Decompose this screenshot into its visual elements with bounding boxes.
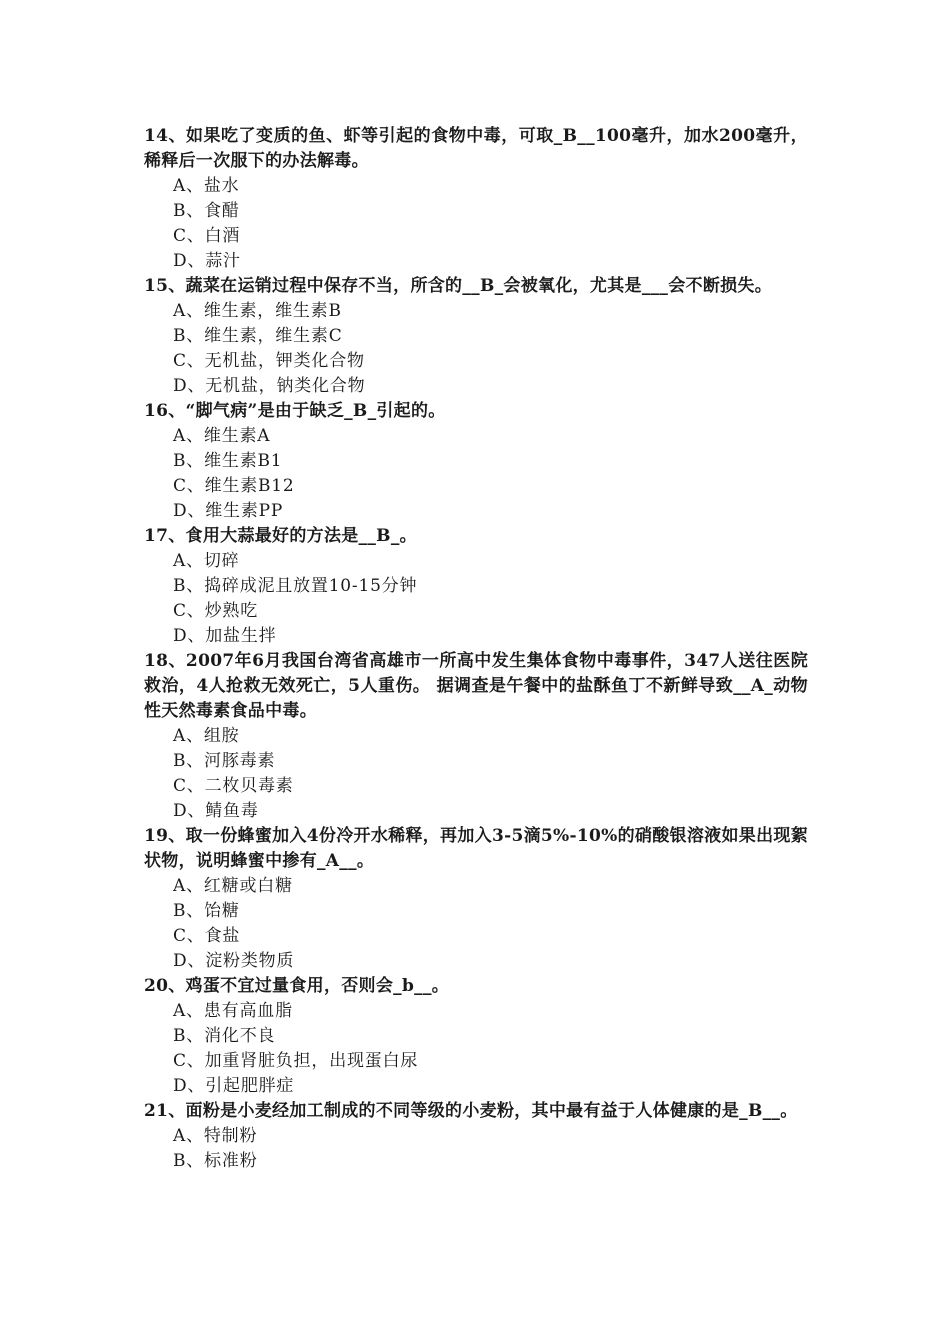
question-20 [144, 974, 808, 1099]
option-b: B、食醋 [173, 201, 240, 221]
question-14 [144, 124, 808, 274]
option-d: D、维生素PP [173, 501, 284, 521]
option-c: C、食盐 [173, 926, 241, 946]
option-c: C、炒熟吃 [173, 601, 259, 621]
option-b: B、捣碎成泥且放置10-15分钟 [173, 576, 418, 596]
option-b: B、消化不良 [173, 1026, 276, 1046]
question-text: 17、食用大蒜最好的方法是__B_。 [144, 526, 417, 546]
question-text: 16、“脚气病”是由于缺乏_B_引起的。 [144, 401, 446, 421]
option-a: A、组胺 [173, 726, 240, 746]
option-a: A、特制粉 [173, 1126, 258, 1146]
option-a: A、切碎 [173, 551, 240, 571]
option-d: D、鲭鱼毒 [173, 801, 259, 821]
option-b: B、饴糖 [173, 901, 240, 921]
question-text: 19、取一份蜂蜜加入4份冷开水稀释，再加入3-5滴5%-10%的硝酸银溶液如果出现絮状物，说明蜂蜜中掺有_A__。 [144, 826, 808, 871]
option-d: D、无机盐，钠类化合物 [173, 376, 366, 396]
question-text: 21、面粉是小麦经加工制成的不同等级的小麦粉，其中最有益于人体健康的是_B__。 [144, 1101, 798, 1121]
question-text: 18、2007年6月我国台湾省高雄市一所高中发生集体食物中毒事件，347人送往医院救治，4人抢救无效死亡，5人重伤。 据调查是午餐中的盐酥鱼丁不新鲜导致__A_动物性天然毒素食品中毒。 [144, 651, 808, 721]
question-21 [144, 1099, 808, 1174]
question-16 [144, 399, 808, 524]
question-text: 15、蔬菜在运销过程中保存不当，所含的__B_会被氧化，尤其是___会不断损失。 [144, 276, 773, 296]
option-a: A、患有高血脂 [173, 1001, 293, 1021]
option-b: B、维生素，维生素C [173, 326, 343, 346]
option-b: B、标准粉 [173, 1151, 258, 1171]
option-b: B、维生素B1 [173, 451, 283, 471]
option-b: B、河豚毒素 [173, 751, 276, 771]
option-a: A、维生素A [173, 426, 271, 446]
option-d: D、淀粉类物质 [173, 951, 295, 971]
option-c: C、维生素B12 [173, 476, 295, 496]
question-18 [144, 649, 808, 824]
option-c: C、白酒 [173, 226, 241, 246]
option-d: D、加盐生拌 [173, 626, 277, 646]
document-page [144, 124, 808, 1174]
option-c: C、无机盐，钾类化合物 [173, 351, 365, 371]
option-a: A、红糖或白糖 [173, 876, 293, 896]
option-a: A、盐水 [173, 176, 240, 196]
option-d: D、蒜汁 [173, 251, 241, 271]
question-15 [144, 274, 808, 399]
question-17 [144, 524, 808, 649]
option-d: D、引起肥胖症 [173, 1076, 295, 1096]
option-a: A、维生素，维生素B [173, 301, 342, 321]
question-text: 14、如果吃了变质的鱼、虾等引起的食物中毒，可取_B__100毫升，加水200毫升，稀释后一次服下的办法解毒。 [144, 126, 808, 171]
option-c: C、加重肾脏负担，出现蛋白尿 [173, 1051, 419, 1071]
question-text: 20、鸡蛋不宜过量食用，否则会_b__。 [144, 976, 450, 996]
option-c: C、二枚贝毒素 [173, 776, 294, 796]
question-19 [144, 824, 808, 974]
